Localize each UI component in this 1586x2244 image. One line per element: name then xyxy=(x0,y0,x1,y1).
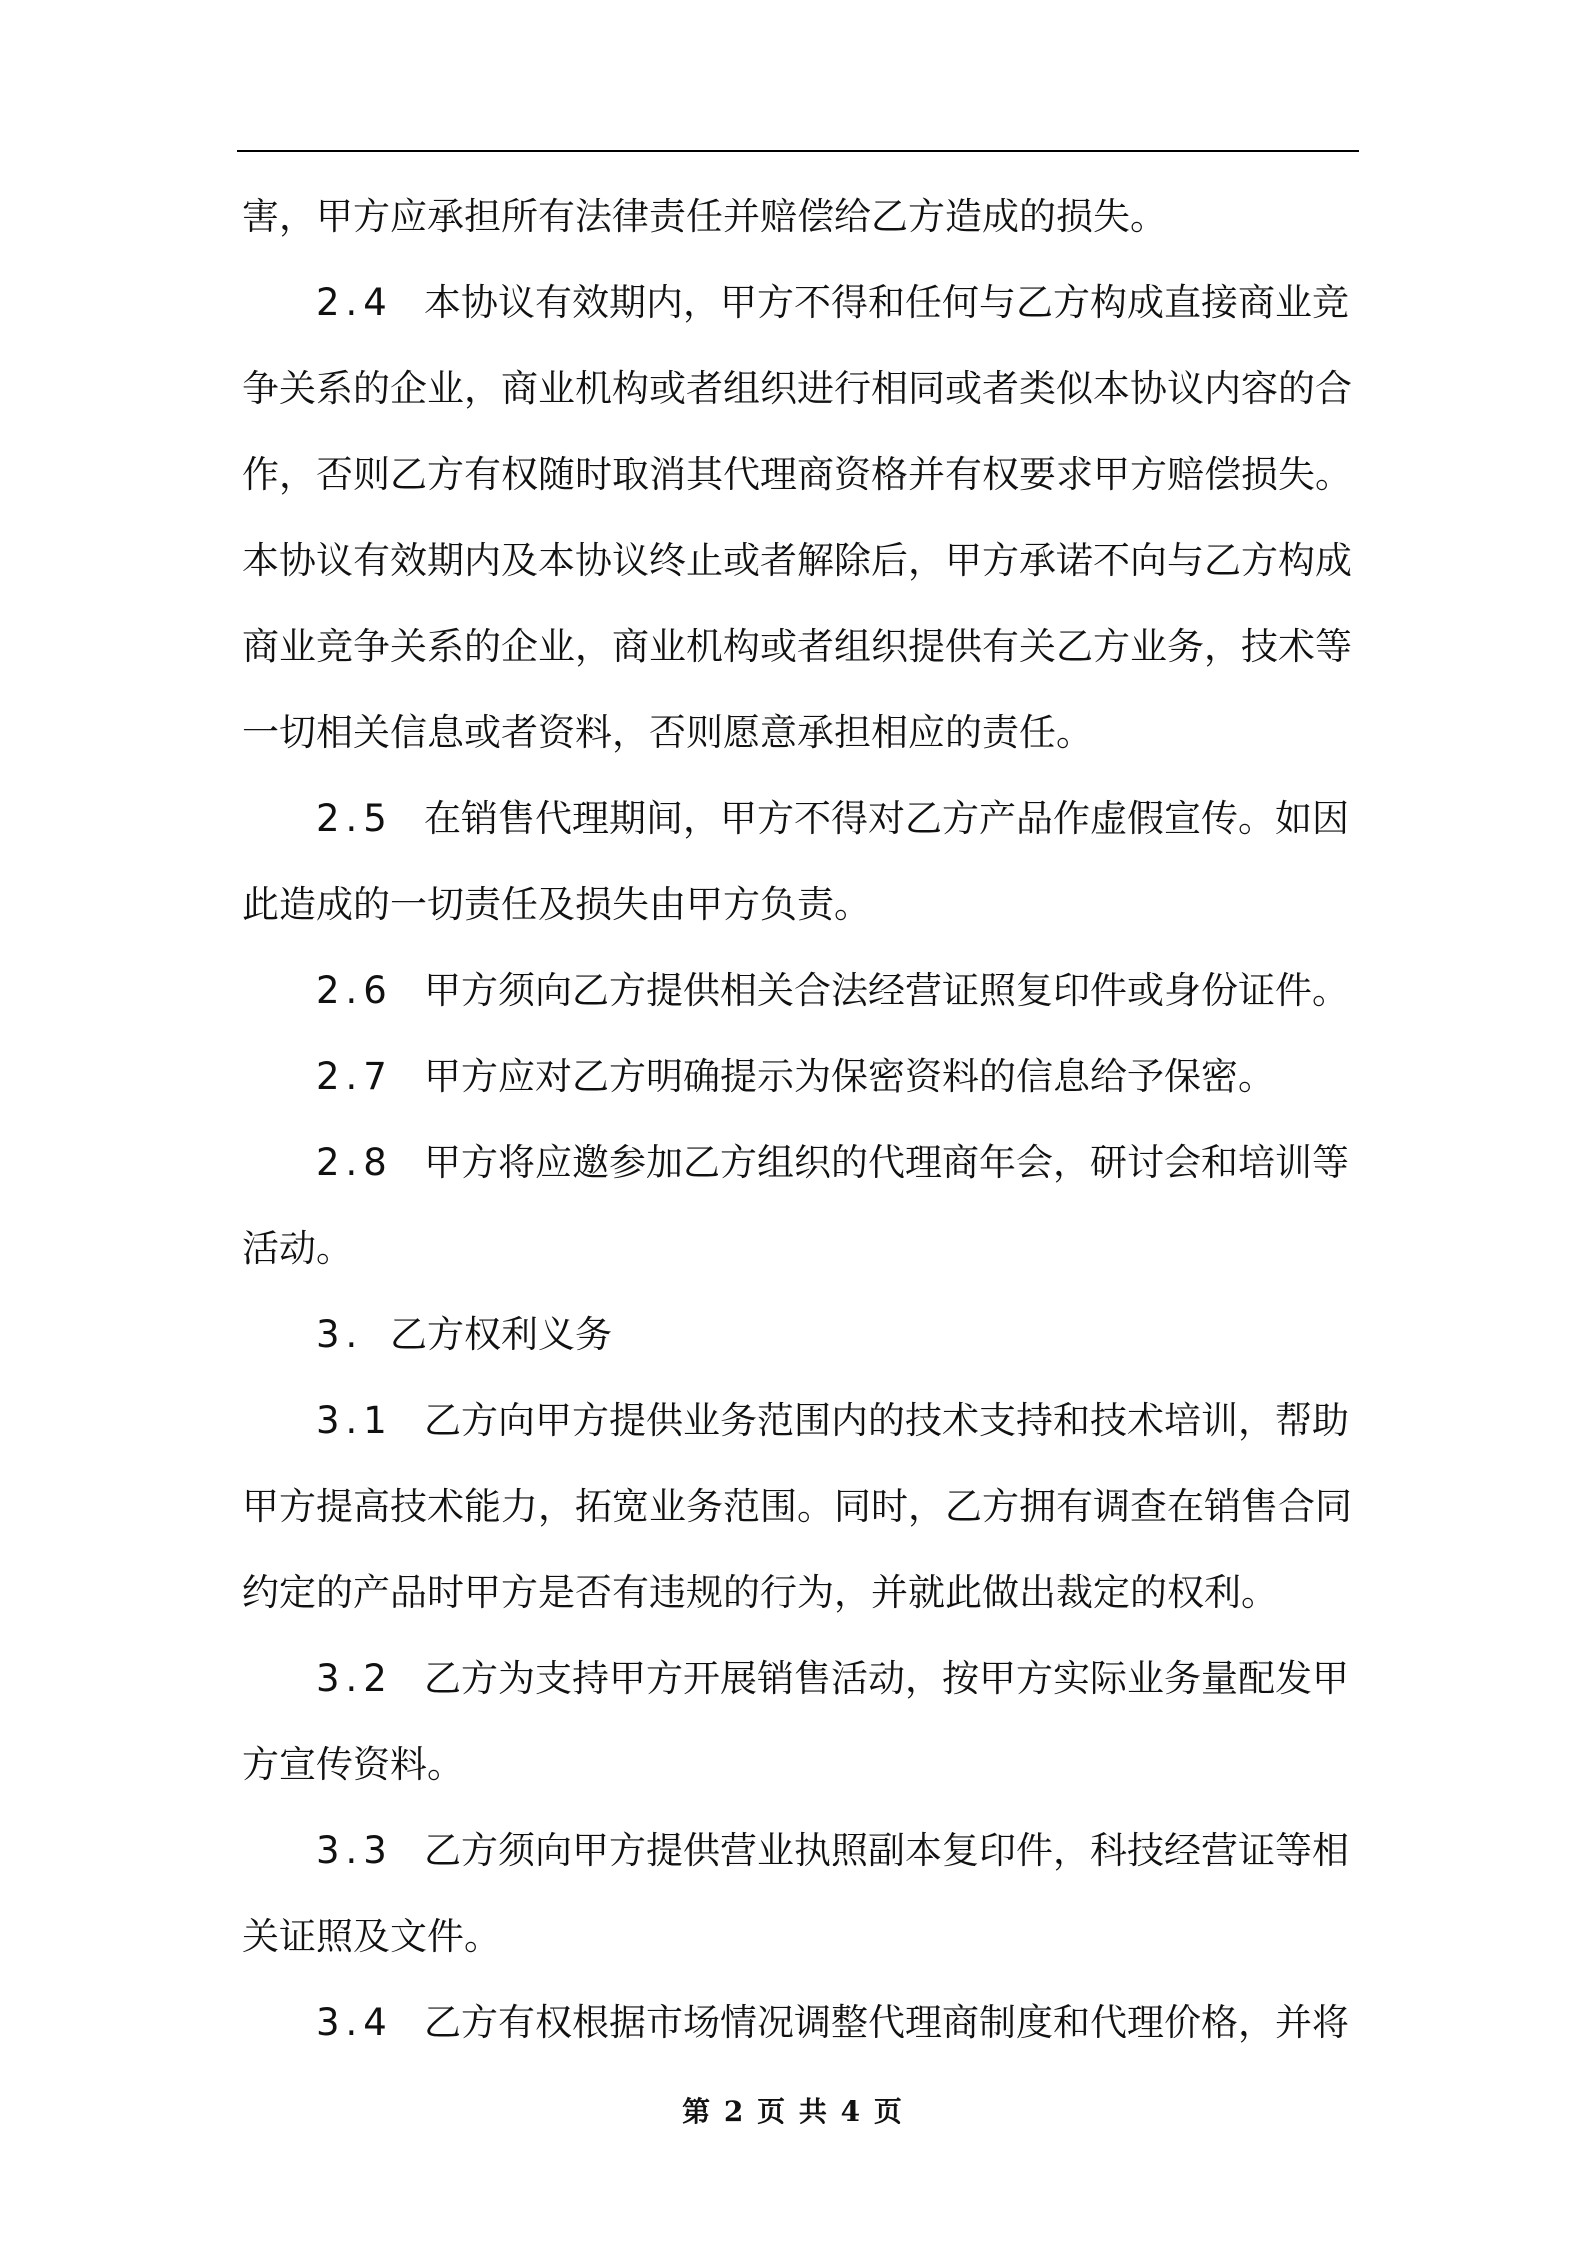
text-line: 商业竞争关系的企业，商业机构或者组织提供有关乙方业务，技术等 xyxy=(242,625,1352,668)
clause-number: 2.5 xyxy=(316,797,393,840)
clause-2-8: 2.8 甲方将应邀参加乙方组织的代理商年会，研讨会和培训等 xyxy=(242,1138,1358,1188)
clause-number: 2.4 xyxy=(316,281,393,324)
text-line: 本协议有效期内及本协议终止或者解除后，甲方承诺不向与乙方构成 xyxy=(242,539,1352,582)
clause-3-2: 3.2 乙方为支持甲方开展销售活动，按甲方实际业务量配发甲 xyxy=(242,1654,1358,1704)
clause-number: 3.4 xyxy=(316,2001,393,2044)
text-line: 约定的产品时甲方是否有违规的行为，并就此做出裁定的权利。 xyxy=(242,1571,1278,1614)
text-line: 一切相关信息或者资料，否则愿意承担相应的责任。 xyxy=(242,711,1093,754)
clause-2-6: 2.6 甲方须向乙方提供相关合法经营证照复印件或身份证件。 xyxy=(242,966,1358,1016)
document-body xyxy=(242,192,1358,2084)
clause-2-7: 2.7 甲方应对乙方明确提示为保密资料的信息给予保密。 xyxy=(242,1052,1358,1102)
clause-number: 3.1 xyxy=(316,1399,393,1442)
clause-number: 2.6 xyxy=(316,969,393,1012)
header-rule xyxy=(237,150,1359,152)
clause-number: 2.7 xyxy=(316,1055,393,1098)
clause-3-3: 3.3 乙方须向甲方提供营业执照副本复印件，科技经营证等相 xyxy=(242,1826,1358,1876)
text-line: 方宣传资料。 xyxy=(242,1743,464,1786)
text-line: 活动。 xyxy=(242,1227,353,1270)
text-line: 此造成的一切责任及损失由甲方负责。 xyxy=(242,883,871,926)
clause-number: 2.8 xyxy=(316,1141,393,1184)
text-line: 害，甲方应承担所有法律责任并赔偿给乙方造成的损失。 xyxy=(242,195,1167,238)
clause-number: 3.3 xyxy=(316,1829,393,1872)
text-line: 甲方提高技术能力，拓宽业务范围。同时，乙方拥有调查在销售合同 xyxy=(242,1485,1352,1528)
text-line: 作，否则乙方有权随时取消其代理商资格并有权要求甲方赔偿损失。 xyxy=(242,453,1352,496)
section-number: 3. xyxy=(316,1313,364,1356)
clause-3-1: 3.1 乙方向甲方提供业务范围内的技术支持和技术培训，帮助 xyxy=(242,1396,1358,1446)
text-line: 争关系的企业，商业机构或者组织进行相同或者类似本协议内容的合 xyxy=(242,367,1352,410)
section-3-heading: 3. 乙方权利义务 xyxy=(242,1310,1358,1360)
clause-2-4: 2.4 本协议有效期内，甲方不得和任何与乙方构成直接商业竞 xyxy=(242,278,1358,328)
text-line: 关证照及文件。 xyxy=(242,1915,501,1958)
page-number: 第 2 页 共 4 页 xyxy=(682,2095,904,2128)
clause-3-4: 3.4 乙方有权根据市场情况调整代理商制度和代理价格，并将 xyxy=(242,1998,1358,2048)
clause-2-5: 2.5 在销售代理期间，甲方不得对乙方产品作虚假宣传。如因 xyxy=(242,794,1358,844)
clause-number: 3.2 xyxy=(316,1657,393,1700)
